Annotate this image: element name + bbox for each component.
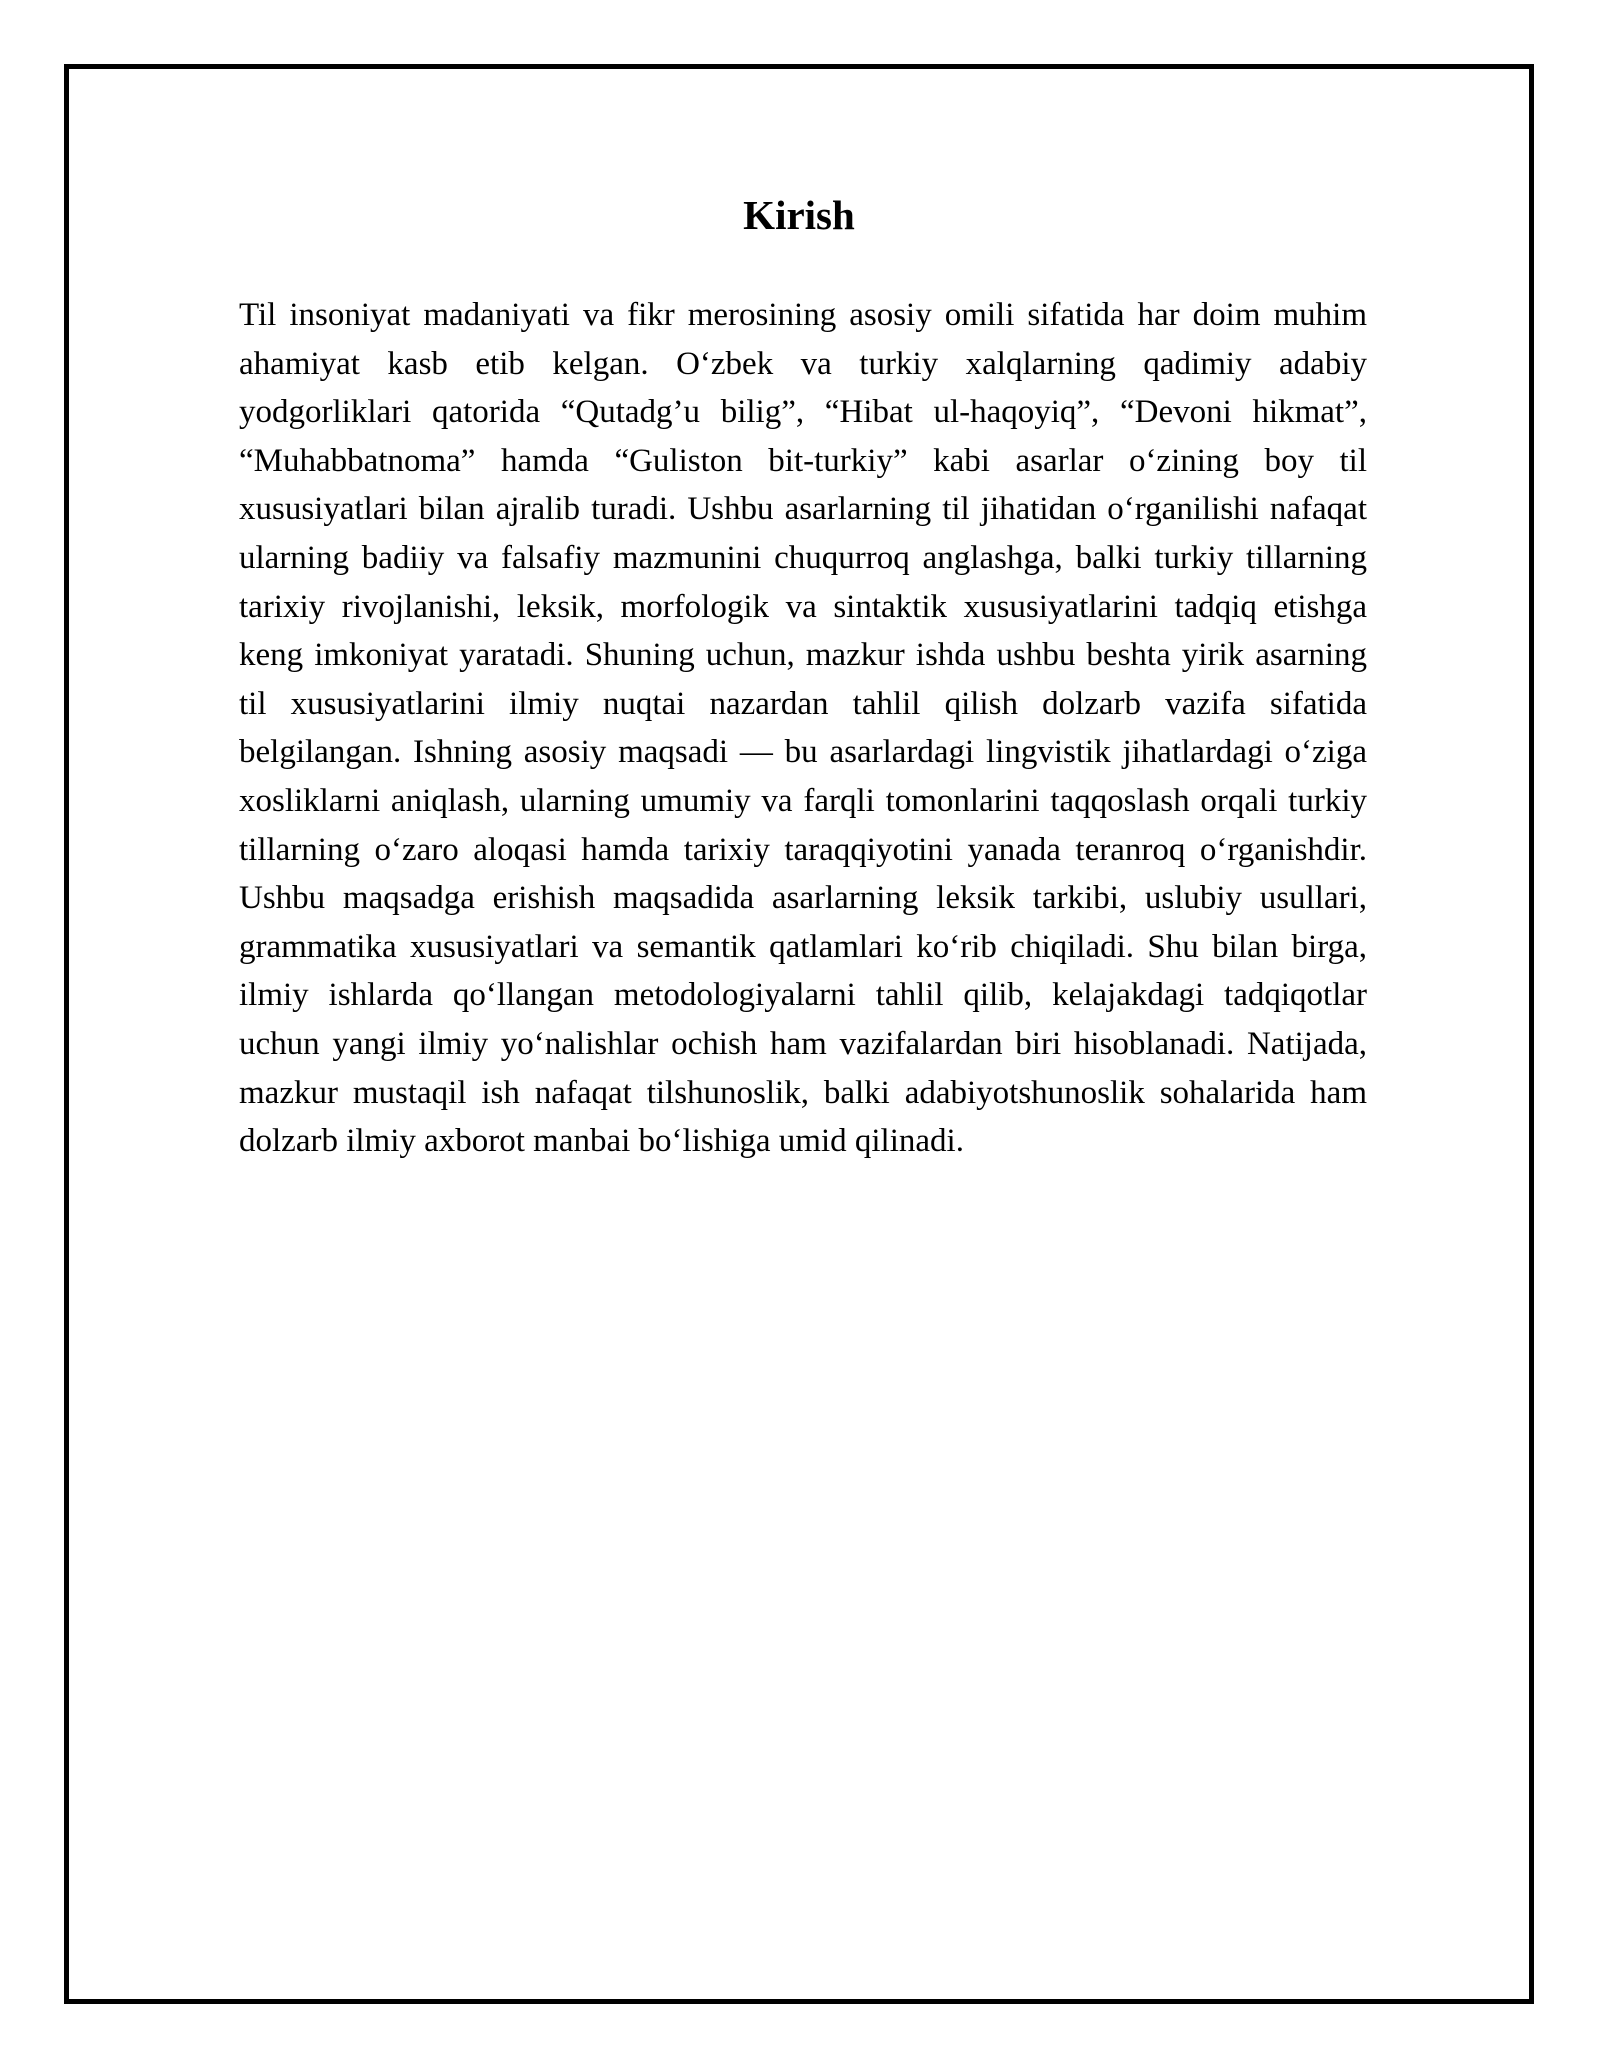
page-title: Kirish bbox=[743, 192, 855, 238]
body-paragraph: Til insoniyat madaniyati va fikr merosining asosiy omili sifatida har doim muhim ahamiyat kasb etib kelgan. O‘zbek va turkiy xalqlarning qadimiy adabiy yodgorliklari qatorida “Qutadg’u bilig”, “Hibat ul-haqoyiq”, “Devoni hikmat”, “Muhabbatnoma” hamda “Guliston bit-turkiy” kabi asarlar o‘zining boy til xususiyatlari bilan ajralib turadi. Ushbu asarlarning til jihatidan o‘rganilishi nafaqat ularning badiiy va falsafiy mazmunini chuqurroq anglashga, balki turkiy tillarning tarixiy rivojlanishi, leksik, morfologik va sintaktik xususiyatlarini tadqiq etishga keng imkoniyat yaratadi. Shuning uchun, mazkur ishda ushbu beshta yirik asarning til xususiyatlarini ilmiy nuqtai nazardan tahlil qilish dolzarb vazifa sifatida belgilangan. Ishning asosiy maqsadi — bu asarlardagi lingvistik jihatlardagi o‘ziga xosliklarni aniqlash, ularning umumiy va farqli tomonlarini taqqoslash orqali turkiy tillarning o‘zaro aloqasi hamda tarixiy taraqqiyotini yanada teranroq o‘rganishdir. Ushbu maqsadga erishish maqsadida asarlarning leksik tarkibi, uslubiy usullari, grammatika xususiyatlari va semantik qatlamlari ko‘rib chiqiladi. Shu bilan birga, ilmiy ishlarda qo‘llangan metodologiyalarni tahlil qilib, kelajakdagi tadqiqotlar uchun yangi ilmiy yo‘nalishlar ochish ham vazifalardan biri hisoblanadi. Natijada, mazkur mustaqil ish nafaqat tilshunoslik, balki adabiyotshunoslik sohalarida ham dolzarb ilmiy axborot manbai bo‘lishiga umid qilinadi. bbox=[239, 297, 1367, 1160]
page-frame bbox=[64, 64, 1534, 2004]
